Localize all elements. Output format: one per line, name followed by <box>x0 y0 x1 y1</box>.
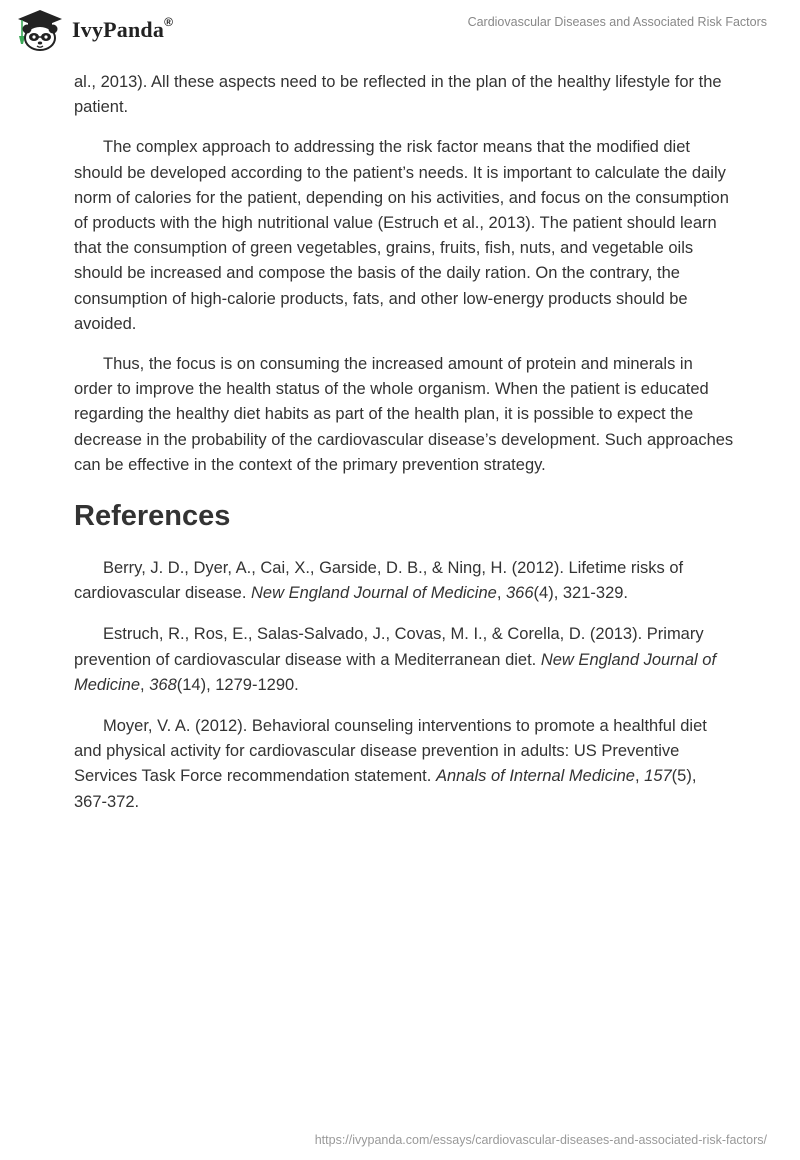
journal-volume: 366 <box>506 584 534 603</box>
journal-title: Annals of Internal Medicine <box>435 767 635 786</box>
reference-citation: Estruch, R., Ros, E., Salas-Salvado, J., Covas, M. I., & Corella, D. (2013). Primary prevention of cardiovascular disease with a Mediterranean diet. <box>74 625 704 669</box>
source-url[interactable]: https://ivypanda.com/essays/cardiovascular-diseases-and-associated-risk-factors/ <box>314 1133 767 1147</box>
ivypanda-logo[interactable] <box>14 8 173 52</box>
reference-citation: Moyer, V. A. (2012). Behavioral counseling interventions to promote a healthful diet and physical activity for cardiovascular disease prevention in adults: US Preventive Services Task Force recommendation statement. <box>74 717 707 786</box>
paragraph-focus: Thus, the focus is on consuming the increased amount of protein and minerals in order to improve the health status of the whole organism. When the patient is educated regarding the healthy diet habits as part of the health plan, it is possible to expect the decrease in the probability of the cardiovascular disease’s development. Such approaches can be effective in the context of the primary prevention strategy. <box>74 355 734 474</box>
panda-graduation-cap-icon <box>14 8 66 52</box>
reference-citation: Berry, J. D., Dyer, A., Cai, X., Garside, D. B., & Ning, H. (2012). Lifetime risks of cardiovascular disease. <box>74 559 684 603</box>
reference-item <box>74 714 734 815</box>
registered-mark: ® <box>164 15 174 29</box>
reference-item <box>74 556 734 606</box>
journal-volume: 368 <box>149 675 177 694</box>
reference-item <box>74 622 734 698</box>
document-title: Cardiovascular Diseases and Associated Risk Factors <box>467 15 767 29</box>
journal-issue-pages: (4), 321-329. <box>533 584 629 603</box>
journal-issue-pages: (14), 1279-1290. <box>176 675 299 694</box>
paragraph-continuation: al., 2013). All these aspects need to be reflected in the plan of the healthy lifestyle for the patient. <box>74 73 722 117</box>
page-header <box>0 0 800 60</box>
citation-separator: , <box>140 675 150 694</box>
journal-title: New England Journal of Medicine <box>251 584 497 603</box>
citation-separator: , <box>634 767 645 786</box>
journal-title: New England Journal of Medicine <box>74 650 717 694</box>
journal-volume: 157 <box>644 767 672 786</box>
references-heading: References <box>74 500 231 533</box>
citation-separator: , <box>496 584 506 603</box>
brand-name: IvyPanda® <box>72 15 174 42</box>
essay-content <box>74 70 734 831</box>
paragraph-diet: The complex approach to addressing the risk factor means that the modified diet should be developed according to the patient’s needs. It is important to calculate the daily norm of calories for the patient, depending on his activities, and focus on the consumption of products with the high nutritional value (Estruch et al., 2013). The patient should learn that the consumption of green vegetables, grains, fruits, fish, nuts, and vegetable oils should be increased and compose the basis of the daily ration. On the contrary, the consumption of high-calorie products, fats, and other low-energy products should be avoided. <box>74 138 729 333</box>
journal-issue-pages: (5), 367-372. <box>74 767 697 811</box>
